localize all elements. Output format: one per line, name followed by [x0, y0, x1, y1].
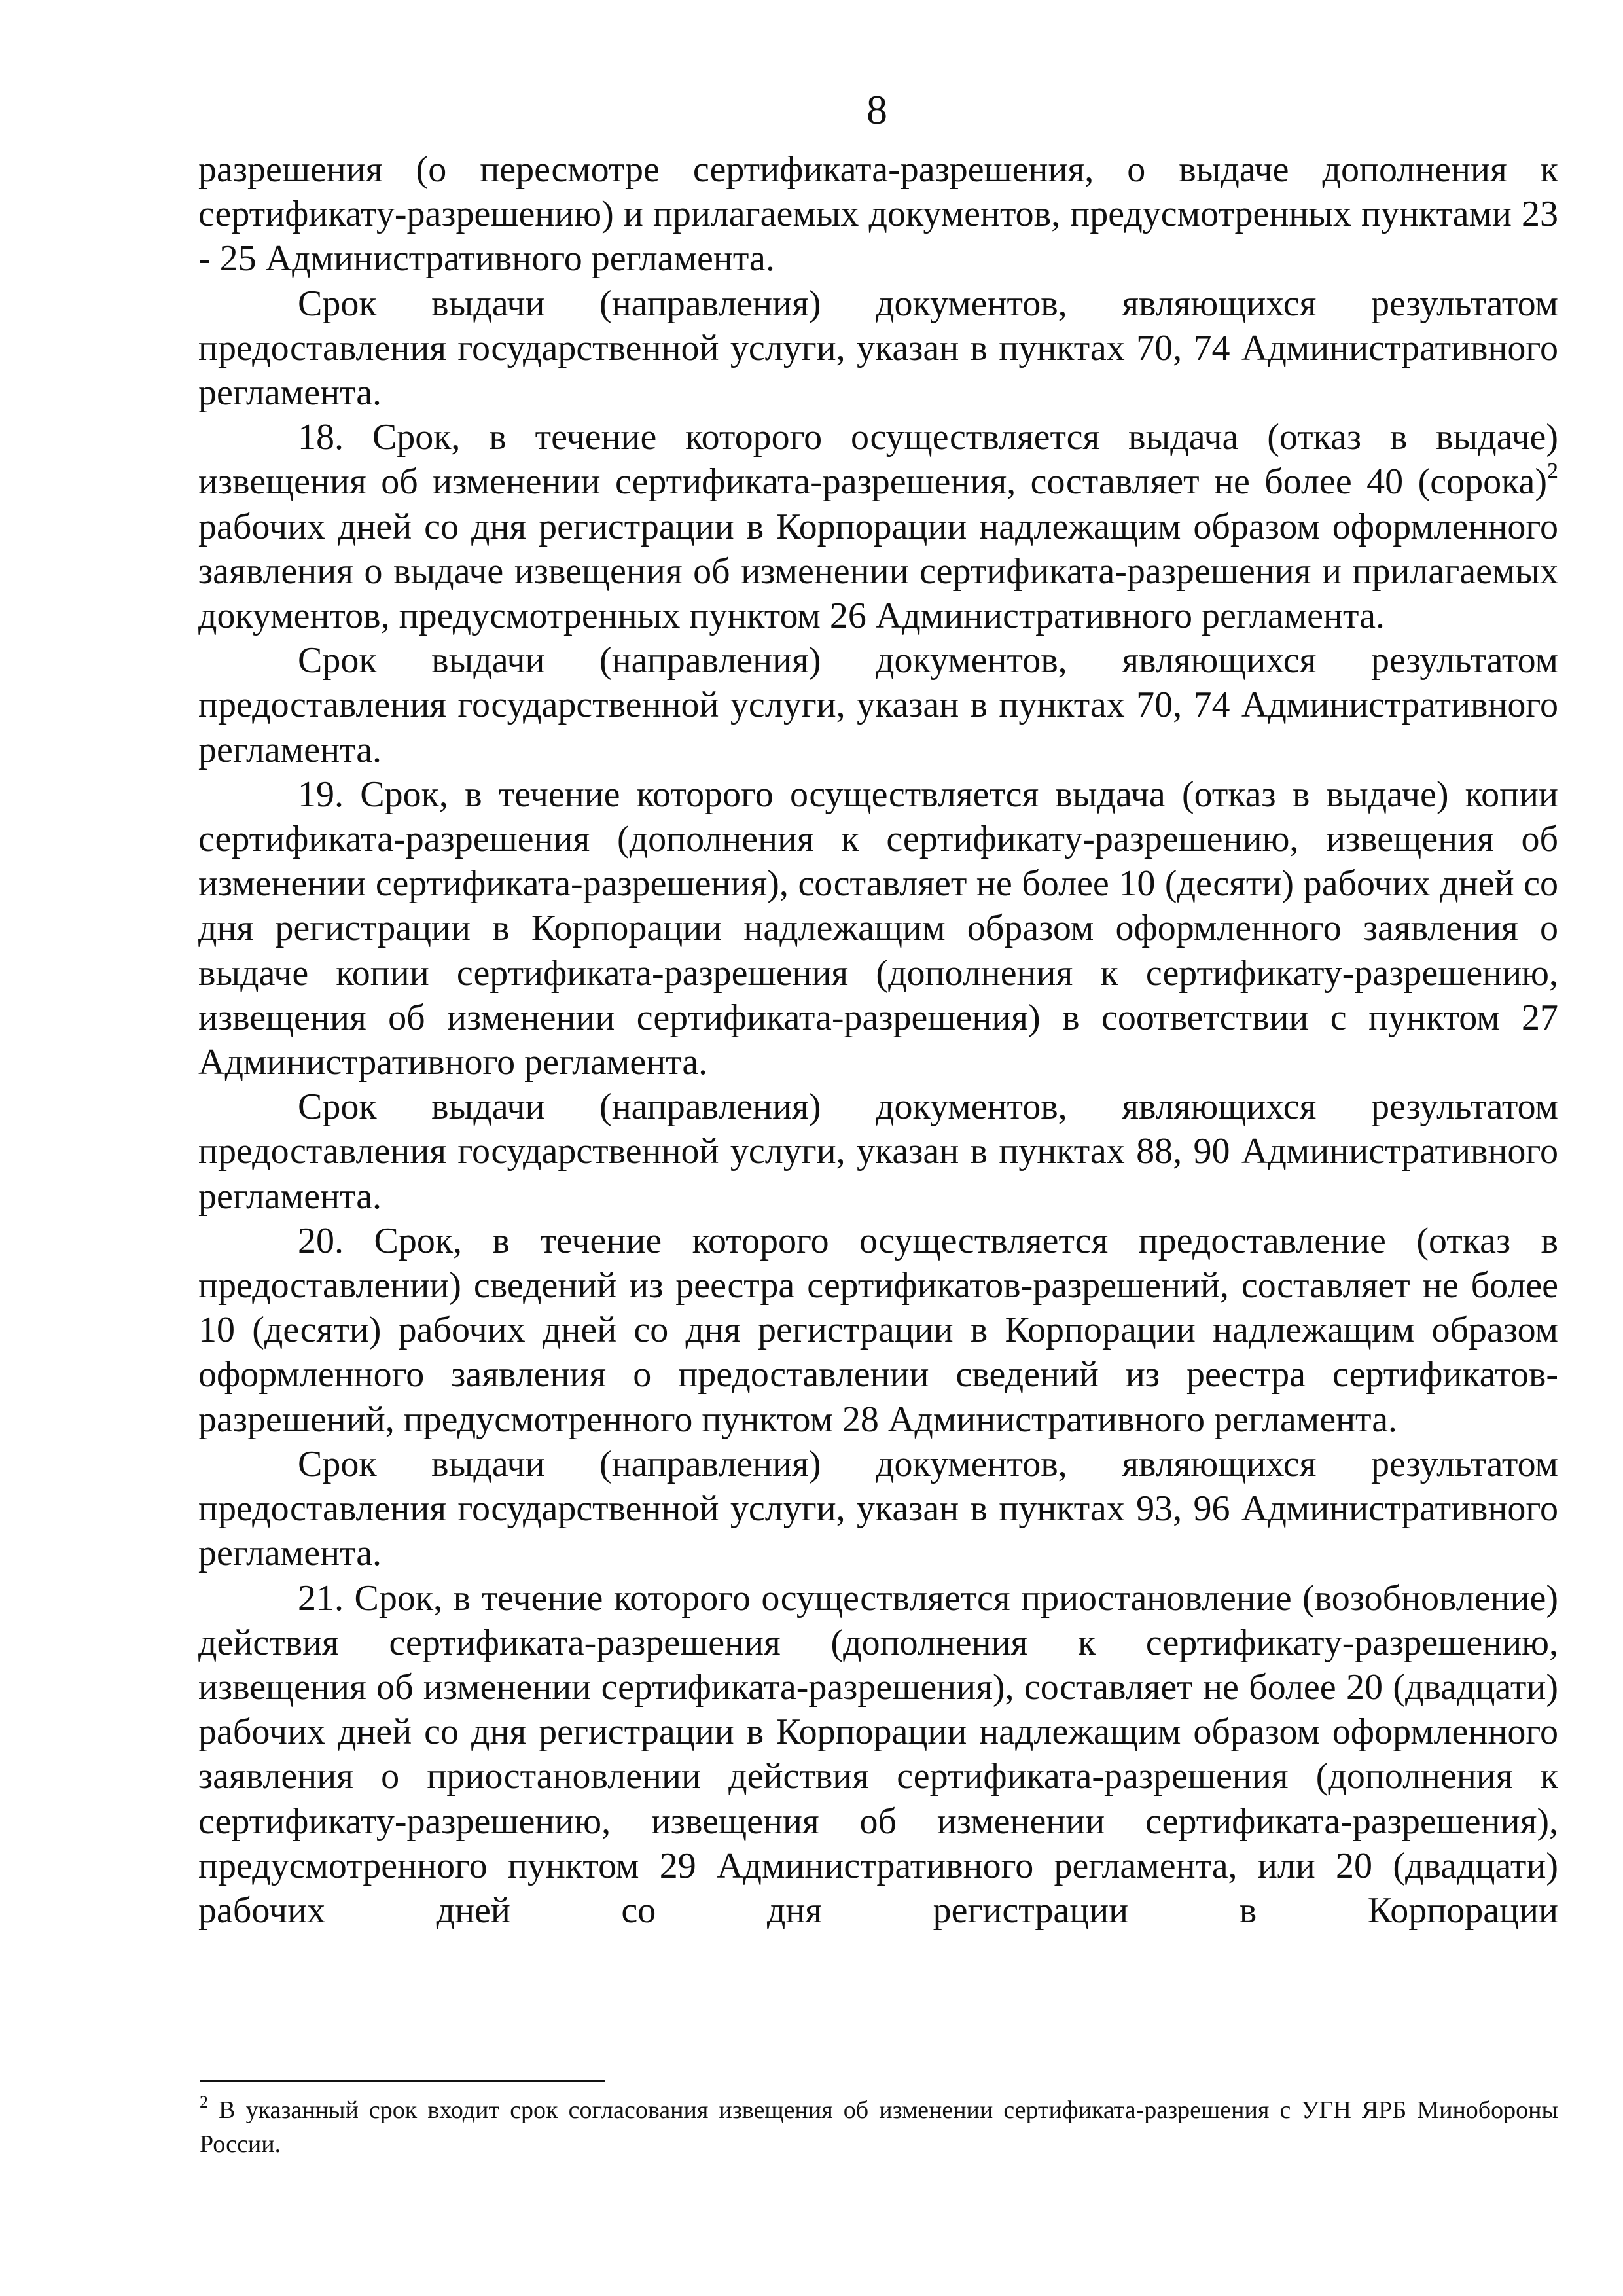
- paragraph-item-18-part-2: рабочих дней со дня регистрации в Корпорации надлежащим образом оформленного заявления о выдаче извещения об изменении сертификата-разрешения и прилагаемых документов, предусмотренных пунктом 26 Административного регламента.: [198, 506, 1558, 637]
- paragraph-item-20: 20. Срок, в течение которого осуществляется предоставление (отказ в предоставлении) сведений из реестра сертификатов-разрешений, составляет не более 10 (десяти) рабочих дней со дня регистрации в Корпорации надлежащим образом оформленного заявления о предоставлении сведений из реестра сертификатов-разрешений, предусмотренного пунктом 28 Административного регламента.: [198, 1220, 1558, 1440]
- footnote-separator: [200, 2080, 605, 2082]
- paragraph-item-19: 19. Срок, в течение которого осуществляется выдача (отказ в выдаче) копии сертификата-разрешения (дополнения к сертификату-разрешению, извещения об изменении сертификата-разрешения), составляет не более 10 (десяти) рабочих дней со дня регистрации в Корпорации надлежащим образом оформленного заявления о выдаче копии сертификата-разрешения (дополнения к сертификату-разрешению, извещения об изменении сертификата-разрешения) в соответствии с пунктом 27 Административного регламента.: [198, 774, 1558, 1083]
- paragraph-result-term-4: Срок выдачи (направления) документов, являющихся результатом предоставления государственной услуги, указан в пунктах 93, 96 Административного регламента.: [198, 1443, 1558, 1574]
- paragraph-item-18-part-1: 18. Срок, в течение которого осуществляется выдача (отказ в выдаче) извещения об изменении сертификата-разрешения, составляет не более 40 (сорока): [198, 417, 1558, 503]
- footnote-marker: 2: [200, 2092, 208, 2111]
- paragraph-result-term-1: Срок выдачи (направления) документов, являющихся результатом предоставления государственной услуги, указан в пунктах 70, 74 Административного регламента.: [198, 283, 1558, 414]
- footnote: [200, 2093, 1558, 2161]
- paragraph-result-term-2: Срок выдачи (направления) документов, являющихся результатом предоставления государственной услуги, указан в пунктах 70, 74 Административного регламента.: [198, 640, 1558, 770]
- footnote-text: В указанный срок входит срок согласования извещения об изменении сертификата-разрешения с УГН ЯРБ Минобороны России.: [200, 2096, 1558, 2158]
- paragraph-result-term-3: Срок выдачи (направления) документов, являющихся результатом предоставления государственной услуги, указан в пунктах 88, 90 Административного регламента.: [198, 1086, 1558, 1217]
- paragraph-continuation: разрешения (о пересмотре сертификата-разрешения, о выдаче дополнения к сертификату-разрешению) и прилагаемых документов, предусмотренных пунктами 23 - 25 Административного регламента.: [198, 149, 1558, 279]
- paragraph-item-18: [198, 415, 1558, 638]
- footnote-reference: 2: [1547, 459, 1558, 484]
- paragraph-item-21: 21. Срок, в течение которого осуществляется приостановление (возобновление) действия сертификата-разрешения (дополнения к сертификату-разрешению, извещения об изменении сертификата-разрешения), составляет не более 20 (двадцати) рабочих дней со дня регистрации в Корпорации надлежащим образом оформленного заявления о приостановлении действия сертификата-разрешения (дополнения к сертификату-разрешению, извещения об изменении сертификата-разрешения), предусмотренного пунктом 29 Административного регламента, или 20 (двадцати) рабочих дней со дня регистрации в Корпорации: [198, 1577, 1558, 1931]
- document-body: [198, 147, 1558, 1933]
- page-number: 8: [866, 86, 887, 133]
